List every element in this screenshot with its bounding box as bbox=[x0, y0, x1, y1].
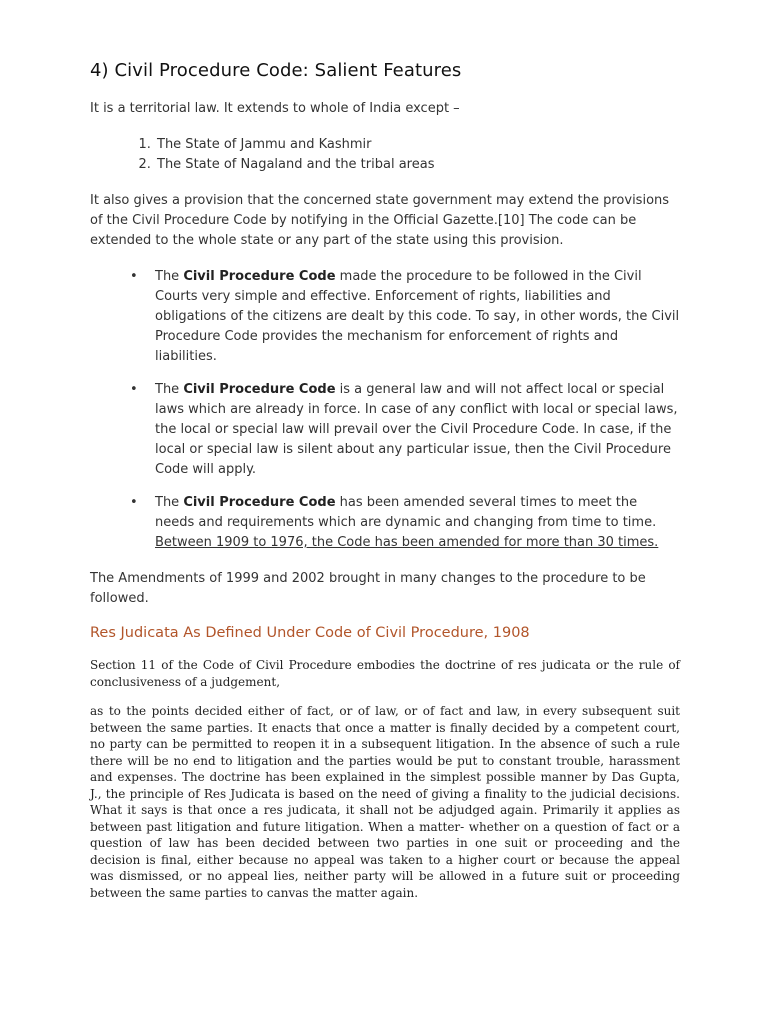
bullet-icon: • bbox=[130, 382, 138, 397]
feature-bold-term: Civil Procedure Code bbox=[183, 495, 336, 510]
feature-item bbox=[130, 380, 680, 480]
section-heading: Res Judicata As Defined Under Code of Civil Procedure, 1908 bbox=[90, 625, 530, 641]
underlined-text: Between 1909 to 1976, the Code has been amended for more than 30 times. bbox=[155, 535, 659, 550]
exceptions-list bbox=[90, 135, 680, 175]
feature-item bbox=[130, 493, 680, 553]
feature-prefix: The bbox=[155, 495, 184, 510]
list-item: 1. The State of Jammu and Kashmir bbox=[155, 135, 680, 155]
feature-bold-term: Civil Procedure Code bbox=[183, 382, 336, 397]
features-list bbox=[90, 267, 680, 553]
feature-text: is a general law and will not affect local or special laws which are already in force. In case of any conflict with local or special laws, the local or special law will prevail over the Civil Procedure Code. In case, if the local or special law is silent about any particular issue, then the Civil Procedure Code will apply. bbox=[155, 382, 678, 477]
list-item: 2. The State of Nagaland and the tribal areas bbox=[155, 155, 680, 175]
bullet-icon: • bbox=[130, 269, 138, 284]
feature-prefix: The bbox=[155, 382, 184, 397]
intro-paragraph: It is a territorial law. It extends to whole of India except – bbox=[90, 101, 460, 116]
bullet-icon: • bbox=[130, 495, 138, 510]
page-title: 4) Civil Procedure Code: Salient Features bbox=[90, 60, 462, 81]
feature-text: has been amended several times to meet the needs and requirements which are dynamic and changing from time to time. bbox=[155, 495, 657, 530]
document-page bbox=[90, 60, 680, 914]
feature-prefix: The bbox=[155, 269, 184, 284]
feature-item bbox=[130, 267, 680, 367]
amendments-paragraph: The Amendments of 1999 and 2002 brought in many changes to the procedure to be followed. bbox=[90, 571, 646, 606]
section-body: as to the points decided either of fact, or of law, or of fact and law, in every subsequent suit between the same parties. It enacts that once a matter is finally decided by a competent court, no party can be permitted to reopen it in a subsequent litigation. In the absence of such a rule there will be no end to litigation and the parties would be put to constant trouble, harassment and expenses. The doctrine has been explained in the simplest possible manner by Das Gupta, J., the principle of Res Judicata is based on the need of giving a finality to the judicial decisions. What it says is that once a res judicata, it shall not be adjudged again. Primarily it applies as between past litigation and future litigation. When a matter- whether on a question of fact or a question of law has been decided between two parties in one suit or proceeding and the decision is final, either because no appeal was taken to a higher court or because the appeal was dismissed, or no appeal lies, neither party will be allowed in a future suit or proceeding between the same parties to canvas the matter again. bbox=[90, 704, 680, 900]
feature-text: made the procedure to be followed in the Civil Courts very simple and effective. Enforcement of rights, liabilities and obligations of the citizens are dealt by this code. To say, in other words, the Civil Procedure Code provides the mechanism for enforcement of rights and liabilities. bbox=[155, 269, 680, 364]
provision-paragraph: It also gives a provision that the concerned state government may extend the provisions of the Civil Procedure Code by notifying in the Official Gazette.[10] The code can be extended to the whole state or any part of the state using this provision. bbox=[90, 193, 670, 248]
feature-bold-term: Civil Procedure Code bbox=[183, 269, 336, 284]
section-intro: Section 11 of the Code of Civil Procedure embodies the doctrine of res judicata or the rule of conclusiveness of a judgement, bbox=[90, 658, 680, 689]
